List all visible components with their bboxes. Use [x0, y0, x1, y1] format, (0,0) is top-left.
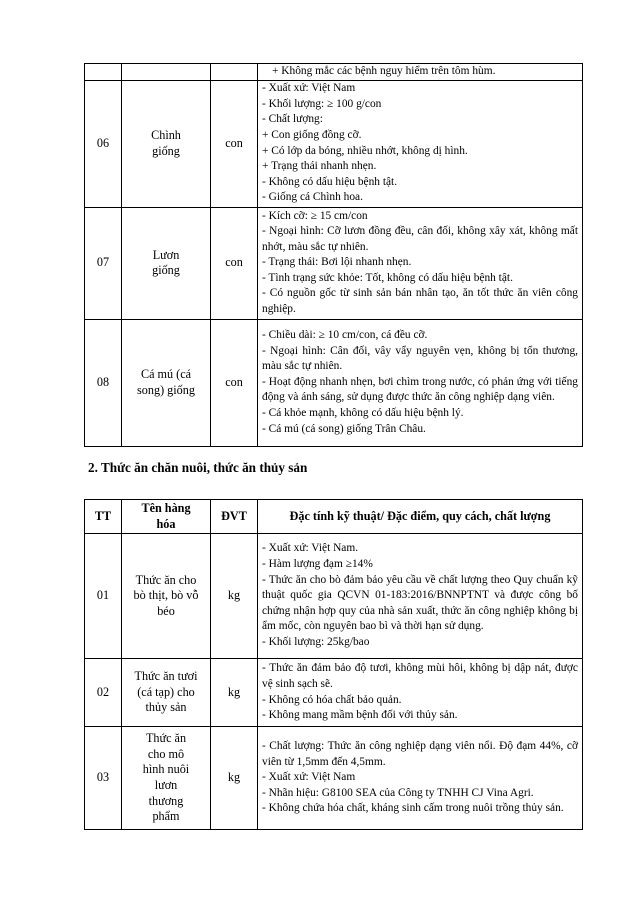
spec-line: - Chất lượng: — [262, 113, 323, 126]
name-cell — [122, 64, 211, 81]
tt-cell: 01 — [85, 534, 122, 659]
spec-line: - Hoạt động nhanh nhẹn, bơi chìm trong nước, có phản ứng với tiếng động và ánh sáng, sử dụng được thức ăn công nghiệp dạng viên. — [262, 375, 578, 404]
spec-cell — [258, 659, 583, 727]
spec-line: - Kích cỡ: ≥ 15 cm/con — [262, 209, 368, 222]
livestock-table — [84, 63, 583, 447]
spec-line: + Trạng thái nhanh nhẹn. — [262, 160, 377, 173]
spec-cell — [258, 727, 583, 830]
spec-cell — [258, 534, 583, 659]
name-cell: Thức ăn tươi (cá tạp) cho thủy sản — [122, 659, 211, 727]
unit-cell: kg — [211, 659, 258, 727]
spec-line: - Khối lượng: ≥ 100 g/con — [262, 97, 382, 110]
unit-cell: con — [211, 80, 258, 207]
spec-line: - Hàm lượng đạm ≥14% — [262, 558, 373, 571]
name-cell: Chình giống — [122, 80, 211, 207]
tt-cell: 08 — [85, 319, 122, 446]
header-unit: ĐVT — [211, 500, 258, 534]
spec-line: - Cá mú (cá song) giống Trân Châu. — [262, 422, 426, 435]
section-title: 2. Thức ăn chăn nuôi, thức ăn thủy sản — [88, 460, 308, 475]
spec-line: - Trạng thái: Bơi lội nhanh nhẹn. — [262, 256, 412, 269]
unit-cell: con — [211, 319, 258, 446]
header-spec: Đặc tính kỹ thuật/ Đặc điểm, quy cách, chất lượng — [258, 500, 583, 534]
spec-line: - Nhãn hiệu: G8100 SEA của Công ty TNHH CJ Vina Agri. — [262, 786, 534, 799]
spec-line: - Chiều dài: ≥ 10 cm/con, cá đều cỡ. — [262, 329, 428, 342]
name-cell: Cá mú (cá song) giống — [122, 319, 211, 446]
spec-line: - Cá khỏe mạnh, không có dấu hiệu bệnh lý. — [262, 406, 464, 419]
spec-line: - Không có hóa chất bảo quản. — [262, 693, 402, 706]
name-cell: Thức ăn cho mô hình nuôi lươn thương phẩm — [122, 727, 211, 830]
table-row — [85, 727, 583, 830]
table-row — [85, 659, 583, 727]
tt-cell: 07 — [85, 207, 122, 319]
table-row — [85, 80, 583, 207]
spec-cell: + Không mắc các bệnh nguy hiểm trên tôm hùm. — [258, 64, 583, 81]
spec-line: - Không có dấu hiệu bệnh tật. — [262, 175, 398, 188]
spec-line: - Ngoại hình: Cân đối, vây vẩy nguyên vẹn, không bị tổn thương, màu sắc tự nhiên. — [262, 344, 578, 373]
spec-line: - Giống cá Chình hoa. — [262, 191, 363, 204]
unit-cell: con — [211, 207, 258, 319]
spec-cell — [258, 207, 583, 319]
spec-line: - Không chứa hóa chất, kháng sinh cấm trong nuôi trồng thủy sản. — [262, 802, 564, 815]
header-tt: TT — [85, 500, 122, 534]
tt-cell: 02 — [85, 659, 122, 727]
spec-line: - Thức ăn đảm bảo độ tươi, không mùi hôi, không bị dập nát, được vệ sinh sạch sẽ. — [262, 662, 578, 690]
spec-line: - Có nguồn gốc từ sinh sản bán nhân tạo, ăn tốt thức ăn viên công nghiệp. — [262, 287, 578, 316]
unit-cell — [211, 64, 258, 81]
spec-line: + Có lớp da bóng, nhiều nhớt, không dị hình. — [262, 144, 468, 157]
spec-line: - Chất lượng: Thức ăn công nghiệp dạng viên nổi. Độ đạm 44%, cỡ viên từ 1,5mm đến 4,5mm. — [262, 740, 578, 768]
unit-cell: kg — [211, 534, 258, 659]
name-cell: Lươn giống — [122, 207, 211, 319]
spec-line: - Thức ăn cho bò đảm bảo yêu cầu về chất lượng theo Quy chuẩn kỹ thuật quốc gia QCVN 01-183:2016/BNNPTNT và được công bố chứng nhận hợp quy của nhà sản xuất, thức ăn công nghiệp không bị ẩm mốc, còn nguyên bao bì và thời hạn sử dụng. — [262, 573, 578, 633]
spec-line: - Xuất xứ: Việt Nam. — [262, 542, 359, 555]
spec-cell — [258, 80, 583, 207]
spec-line: - Tình trạng sức khỏe: Tốt, không có dấu hiệu bệnh tật. — [262, 271, 513, 284]
header-name: Tên hàng hóa — [122, 500, 211, 534]
tt-cell: 03 — [85, 727, 122, 830]
feed-table — [84, 499, 583, 830]
unit-cell: kg — [211, 727, 258, 830]
spec-cell — [258, 319, 583, 446]
spec-line: - Xuất xứ: Việt Nam — [262, 771, 356, 784]
table-header-row — [85, 500, 583, 534]
tt-cell — [85, 64, 122, 81]
table-row — [85, 534, 583, 659]
table-row — [85, 319, 583, 446]
spec-line: - Khối lượng: 25kg/bao — [262, 635, 370, 648]
spec-line: - Ngoại hình: Cỡ lươn đồng đều, cân đối, không xây xát, không mất nhớt, màu sắc tự nhiên. — [262, 225, 578, 253]
name-cell: Thức ăn cho bò thịt, bò vỗ béo — [122, 534, 211, 659]
spec-line: - Xuất xứ: Việt Nam — [262, 82, 356, 95]
table-row — [85, 64, 583, 81]
table-row — [85, 207, 583, 319]
tt-cell: 06 — [85, 80, 122, 207]
spec-line: - Không mang mầm bệnh đối với thủy sản. — [262, 709, 458, 722]
spec-line: + Con giống đồng cỡ. — [262, 129, 362, 141]
